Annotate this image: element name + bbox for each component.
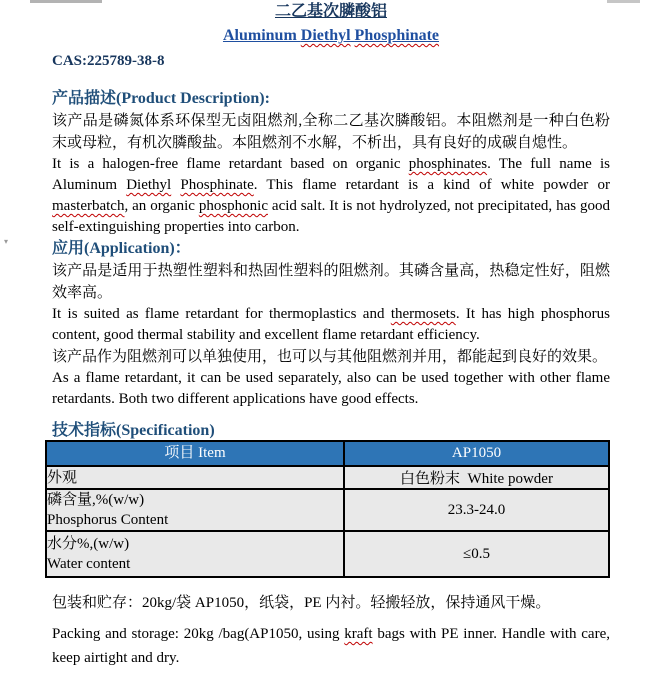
misspelled-word: kraft bbox=[344, 626, 373, 642]
spec-value-phosphorus: 23.3-24.0 bbox=[344, 489, 609, 531]
spec-item-water bbox=[46, 531, 344, 577]
application-paragraph-zh-1: 该产品是适用于热塑性塑料和热固性塑料的阻燃剂。其磷含量高，热稳定性好，阻燃效率高。 bbox=[52, 263, 610, 301]
window-edge-artifact-right bbox=[607, 0, 640, 3]
text-segment: It is suited as flame retardant for thermoplastics and bbox=[52, 306, 391, 322]
table-row-phosphorus bbox=[46, 489, 609, 531]
spec-table-header-row bbox=[46, 441, 609, 466]
misspelled-word: phosphonic bbox=[198, 198, 268, 214]
cas-number: CAS:225789-38-8 bbox=[52, 53, 165, 69]
text-segment: , an organic bbox=[124, 198, 199, 214]
misspelled-word: Phosphinate bbox=[180, 177, 254, 193]
section-heading-application: 应用(Application)： bbox=[52, 240, 191, 257]
packing-paragraph-zh: 包装和贮存：20kg/袋 AP1050，纸袋，PE 内衬。轻搬轻放，保持通风干燥。 bbox=[52, 595, 551, 611]
text-segment: . This flame retardant is a kind of white powder or bbox=[253, 177, 610, 193]
spec-value-appearance: 白色粉末 White powder bbox=[344, 466, 609, 489]
section-heading-description: 产品描述(Product Description): bbox=[52, 90, 270, 107]
misspelled-word: thermosets bbox=[390, 306, 456, 322]
misspelled-word: Phosphinate bbox=[354, 27, 440, 44]
text-segment: acid salt. It is not hydrolyzed, not precipitated, has good self-extinguishing properties into carbon. bbox=[52, 198, 610, 235]
spec-item-zh: 磷含量,%(w/w) bbox=[47, 492, 145, 508]
misspelled-word: masterbatch bbox=[52, 198, 125, 214]
misspelled-word: Diethyl bbox=[300, 27, 351, 44]
product-title-en bbox=[52, 26, 610, 46]
description-paragraph-en bbox=[52, 154, 610, 238]
application-paragraph-en-1 bbox=[52, 304, 610, 346]
window-edge-artifact-left bbox=[30, 0, 102, 3]
heading-collapse-icon[interactable]: ▾ bbox=[4, 237, 9, 246]
text-segment: Packing and storage: 20kg /bag(AP1050, using bbox=[52, 626, 345, 642]
spec-table bbox=[45, 440, 610, 578]
table-row-appearance bbox=[46, 466, 609, 489]
spec-col-header-ap1050: AP1050 bbox=[344, 441, 609, 466]
title-en-segment: Aluminum bbox=[222, 27, 301, 44]
table-row-water bbox=[46, 531, 609, 577]
spec-item-zh: 水分%,(w/w) bbox=[47, 536, 130, 552]
text-segment: . It has high phosphorus content, good thermal stability and excellent flame retardant efficiency. bbox=[52, 306, 610, 343]
spec-value-water: ≤0.5 bbox=[344, 531, 609, 577]
product-title-zh: 二乙基次膦酸铝 bbox=[274, 3, 387, 20]
spec-item-appearance: 外观 bbox=[46, 466, 344, 489]
misspelled-word: phosphinates bbox=[408, 156, 488, 172]
spec-col-header-item: 项目 Item bbox=[46, 441, 344, 466]
misspelled-word: Diethyl bbox=[126, 177, 172, 193]
spec-item-en: Phosphorus Content bbox=[47, 512, 169, 528]
description-paragraph-zh: 该产品是磷氮体系环保型无卤阻燃剂,全称二乙基次膦酸铝。本阻燃剂是一种白色粉末或母粒，有机次膦酸盐。本阻燃剂不水解，不析出，具有良好的成碳自熄性。 bbox=[52, 113, 610, 151]
spec-item-phosphorus bbox=[46, 489, 344, 531]
text-segment: . The full name is Aluminum bbox=[52, 156, 610, 193]
application-paragraph-zh-2: 该产品作为阻燃剂可以单独使用，也可以与其他阻燃剂并用，都能起到良好的效果。 bbox=[52, 349, 608, 365]
spec-item-en: Water content bbox=[47, 556, 131, 572]
section-heading-specification: 技术指标(Specification) bbox=[52, 422, 215, 439]
text-segment: It is a halogen-free flame retardant based on organic bbox=[52, 156, 409, 172]
packing-paragraph-en bbox=[52, 622, 610, 670]
application-paragraph-en-2: As a flame retardant, it can be used separately, also can be used together with other flame retardants. Both two different applications have good effects. bbox=[52, 370, 610, 407]
text-segment: bags with PE inner. Handle with care, keep airtight and dry. bbox=[52, 626, 610, 666]
